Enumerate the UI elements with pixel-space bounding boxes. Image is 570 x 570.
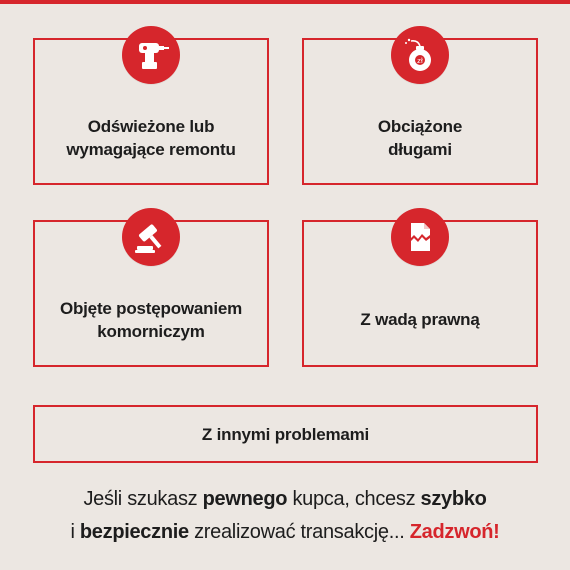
footer-text: kupca, chcesz	[287, 488, 421, 510]
card-other-problems-label: Z innymi problemami	[201, 424, 370, 444]
footer-text: zrealizować transakcję...	[188, 521, 410, 543]
footer-text: i	[70, 521, 80, 543]
call-to-action: Zadzwoń!	[409, 521, 500, 543]
card-debts-label: Obciążone długami	[377, 116, 463, 159]
footer-line-2	[0, 517, 570, 547]
top-accent-bar	[0, 0, 570, 4]
torn-document-icon	[391, 208, 449, 266]
footer-line-1	[0, 484, 570, 514]
footer-bold-safely: bezpiecznie	[79, 521, 189, 543]
footer-text: Jeśli szukasz	[83, 488, 203, 510]
drill-icon	[122, 26, 180, 84]
footer-bold-quickly: szybko	[420, 488, 487, 510]
card-other-problems	[33, 405, 538, 463]
svg-text:zł: zł	[417, 57, 423, 65]
gavel-icon	[122, 208, 180, 266]
card-bailiff-label: Objęte postępowaniem komorniczym	[59, 298, 243, 341]
footer-bold-reliable: pewnego	[202, 488, 288, 510]
card-legal-defect-label: Z wadą prawną	[360, 310, 480, 329]
card-renovation-label: Odświeżone lub wymagające remontu	[66, 116, 236, 159]
bomb-icon	[391, 26, 449, 84]
